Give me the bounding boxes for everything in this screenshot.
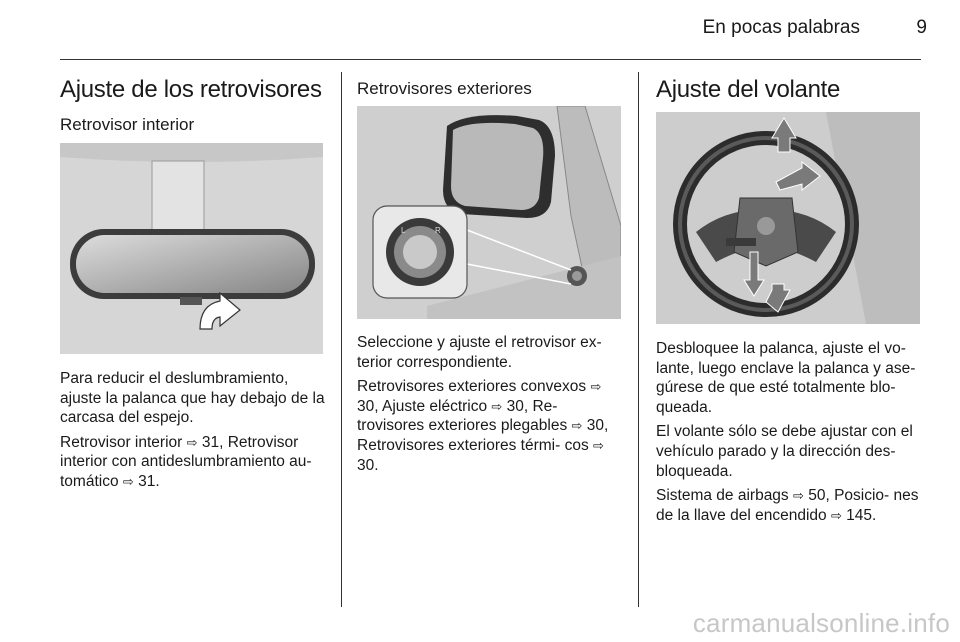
paragraph: Seleccione y ajuste el retrovisor ex- terior correspondiente.: [357, 334, 602, 371]
paragraph: El volante sólo se debe ajustar con el vehículo parado y la dirección des- bloqueada.: [656, 423, 913, 480]
paragraph: Sistema de airbags ⇨ 50, Posicio- nes de la llave del encendido ⇨ 145.: [656, 487, 919, 524]
switch-label-left: L: [401, 226, 406, 235]
arrow-outline-icon: ⇨: [593, 437, 604, 453]
page-number: 9: [916, 17, 927, 38]
exterior-mirror-illustration: [357, 106, 621, 319]
header-divider: [60, 59, 921, 60]
section-title: Retrovisores exteriores: [357, 79, 532, 98]
col3-body: [656, 339, 924, 530]
paragraph: Desbloquee la palanca, ajuste el vo- lante, luego enclave la palanca y ase- gúrese de que esté totalmente blo- queada.: [656, 340, 916, 416]
col2-body: [357, 333, 619, 480]
section-title: Ajuste de los retrovisores: [60, 76, 322, 103]
section-title: Ajuste del volante: [656, 76, 841, 103]
paragraph: Para reducir el deslumbramiento, ajuste la palanca que hay debajo de la carcasa del espejo.: [60, 370, 325, 427]
arrow-outline-icon: ⇨: [571, 418, 583, 434]
col1-body: [60, 369, 326, 497]
column-divider: [341, 72, 342, 607]
paragraph: Retrovisores exteriores convexos ⇨ 30, Ajuste eléctrico ⇨ 30, Re- trovisores exteriores plegables ⇨ 30, Retrovisores exteriores térmi- cos ⇨ 30.: [357, 378, 609, 474]
column-divider: [638, 72, 639, 607]
arrow-outline-icon: ⇨: [122, 473, 134, 489]
switch-label-right: R: [435, 226, 441, 235]
interior-mirror-figure: [60, 143, 323, 354]
section-subtitle: Retrovisor interior: [60, 115, 195, 134]
interior-mirror-illustration: [60, 143, 323, 354]
arrow-outline-icon: ⇨: [491, 398, 503, 414]
arrow-outline-icon: ⇨: [186, 434, 198, 450]
exterior-mirror-figure: [357, 106, 621, 319]
watermark: carmanualsonline.info: [692, 608, 950, 638]
arrow-outline-icon: ⇨: [830, 507, 842, 523]
paragraph: Retrovisor interior ⇨ 31, Retrovisor interior con antideslumbramiento au- tomático ⇨ 31.: [60, 433, 312, 490]
running-header: En pocas palabras: [702, 17, 860, 38]
arrow-outline-icon: ⇨: [793, 488, 804, 504]
steering-wheel-illustration: [656, 112, 920, 324]
arrow-outline-icon: ⇨: [590, 379, 602, 395]
steering-wheel-figure: [656, 112, 920, 324]
